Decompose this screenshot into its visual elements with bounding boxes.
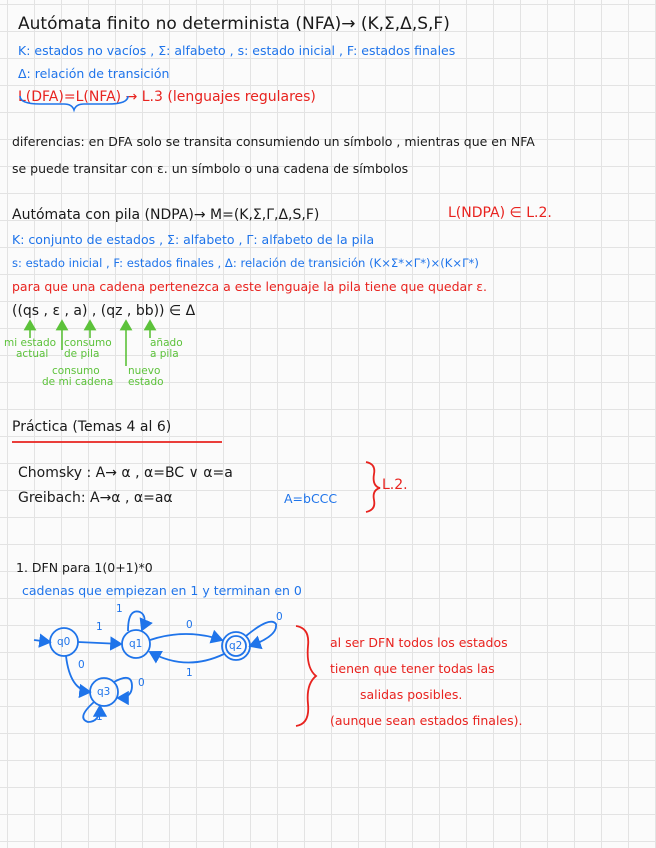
edge-label-q0-q1: 1 (96, 621, 103, 633)
pda-language-tag: L(NDPA) ∈ L.2. (448, 205, 552, 221)
pda-acceptance-rule: para que una cadena pertenezca a este lenguaje la pila tiene que quedar ε. (12, 279, 488, 294)
edge-label-q1-q2: 0 (186, 619, 193, 631)
pda-title: Autómata con pila (NDPA)→ M=(K,Σ,Γ,Δ,S,F) (12, 207, 320, 223)
pda-definitions-1: K: conjunto de estados , Σ: alfabeto , Γ: alfabeto de la pila (12, 232, 375, 247)
practica-title: Práctica (Temas 4 al 6) (12, 419, 172, 435)
annotation-consumo-cadena: consumo de mi cadena (42, 365, 114, 388)
annotation-consumo-pila: consumo de pila (64, 337, 112, 360)
annotation-nuevo-estado: nuevo estado (128, 365, 164, 388)
exercise-note: al ser DFN todos los estados tienen que tener todas las salidas posibles. (aunque sean estados finales). (330, 635, 523, 728)
annotation-anado-pila: añado a pila (150, 337, 183, 360)
exercise-title: 1. DFN para 1(0+1)*0 (16, 560, 153, 575)
nfa-title: Autómata finito no determinista (NFA)→ (K,Σ,Δ,S,F) (18, 14, 450, 34)
exercise-subtitle: cadenas que empiezan en 1 y terminan en 0 (22, 583, 302, 598)
state-q2-label: q2 (229, 640, 243, 652)
edge-label-q3-loop-b: 0 (138, 677, 145, 689)
nfa-definitions: K: estados no vacíos , Σ: alfabeto , s: estado inicial , F: estados finales (18, 43, 456, 58)
pda-transition-tuple: ((qs , ε , a) , (qz , bb)) ∈ Δ (12, 303, 196, 319)
greibach-example: A=bCCC (284, 491, 338, 506)
nfa-delta-definition: Δ: relación de transición (18, 66, 170, 81)
edge-label-q3-loop-a: 1 (96, 711, 103, 723)
practica-language-tag: L.2. (382, 477, 408, 493)
annotation-estado-actual: mi estado actual (4, 337, 57, 360)
edge-label-q1-loop: 1 (116, 603, 123, 615)
edge-label-q2-q1: 1 (186, 667, 193, 679)
edge-label-q2-loop: 0 (276, 611, 283, 623)
equality-underbrace (20, 96, 128, 110)
nfa-dfa-equality: L(DFA)=L(NFA) → L.3 (lenguajes regulares) (18, 89, 316, 105)
grammar-brace (366, 462, 380, 512)
pda-definitions-2: s: estado inicial , F: estados finales , Δ: relación de transición (K×Σ*×Γ*)×(K×Γ*) (12, 256, 479, 270)
state-q1-label: q1 (129, 638, 143, 650)
diferencias-line-1: diferencias: en DFA solo se transita consumiendo un símbolo , mientras que en NFA (12, 134, 535, 149)
state-q0-label: q0 (57, 636, 71, 648)
dfa-diagram (34, 611, 276, 722)
chomsky-form: Chomsky : A→ α , α=BC ∨ α=a (18, 465, 233, 481)
start-arrow (34, 640, 50, 642)
greibach-form: Greibach: A→α , α=aα (18, 490, 173, 506)
note-brace (296, 626, 316, 726)
diferencias-line-2: se puede transitar con ε. un símbolo o una cadena de símbolos (12, 161, 409, 176)
state-q3-label: q3 (97, 686, 111, 698)
edge-label-q0-q3: 0 (78, 659, 85, 671)
